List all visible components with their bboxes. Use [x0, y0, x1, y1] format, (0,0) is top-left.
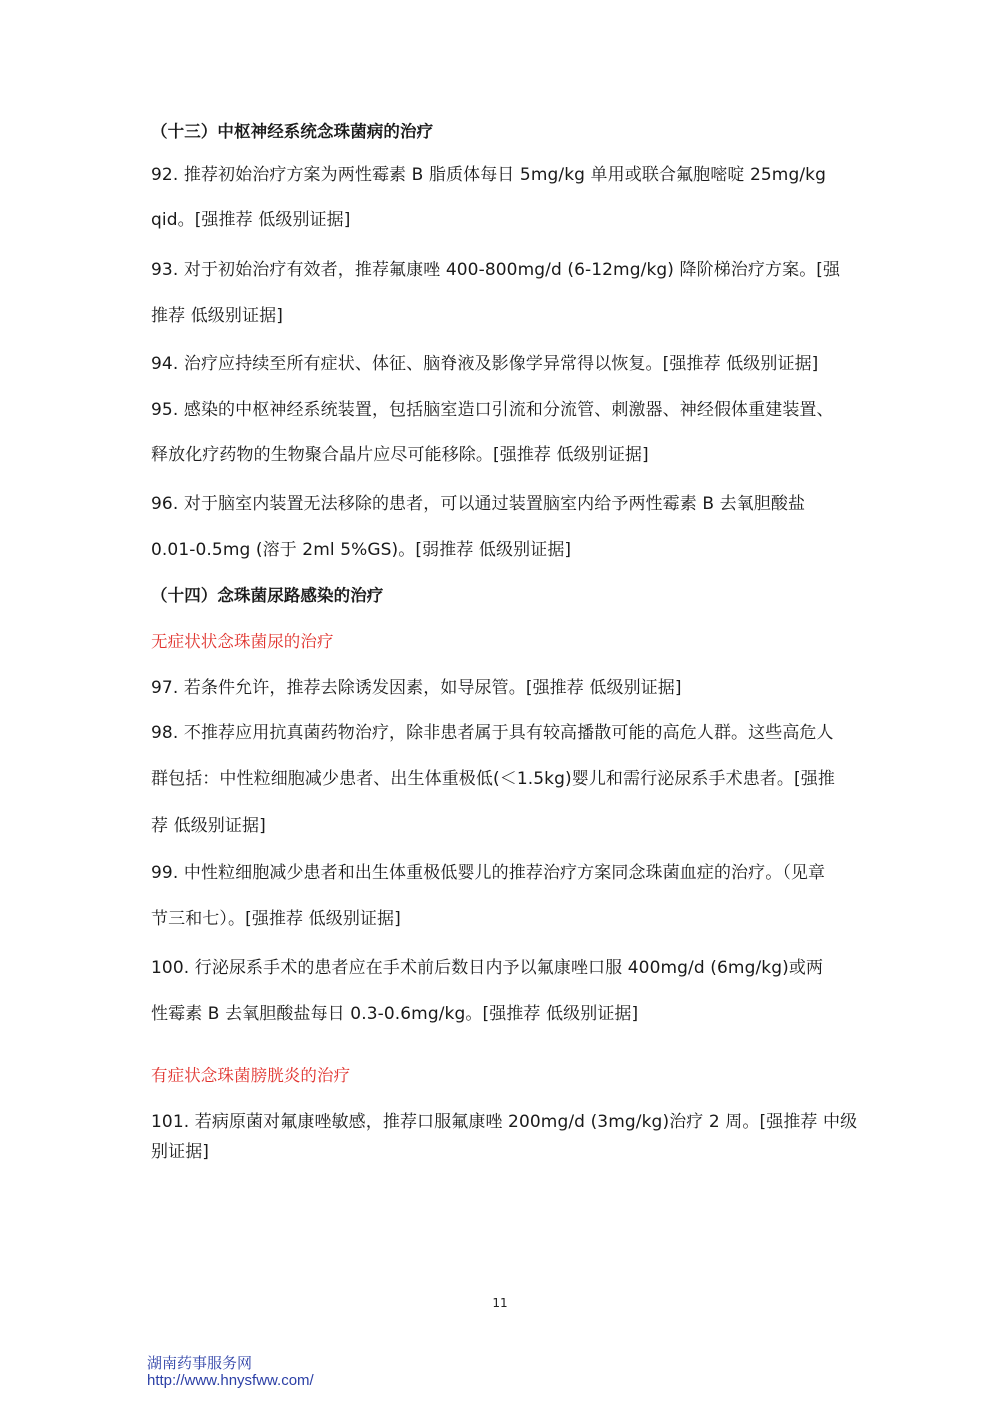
paragraph-92-line-2: qid。[强推荐 低级别证据] [151, 210, 351, 230]
paragraph-98-line-1: 98. 不推荐应用抗真菌药物治疗，除非患者属于具有较高播散可能的高危人群。这些高危人 [151, 723, 834, 743]
footer-site-name: 湖南药事服务网 [147, 1354, 253, 1372]
paragraph-95-line-2: 释放化疗药物的生物聚合晶片应尽可能移除。[强推荐 低级别证据] [151, 445, 649, 465]
paragraph-95-line-1: 95. 感染的中枢神经系统装置，包括脑室造口引流和分流管、刺激器、神经假体重建装置、 [151, 400, 834, 420]
paragraph-100-line-2: 性霉素 B 去氧胆酸盐每日 0.3-0.6mg/kg。[强推荐 低级别证据] [151, 1004, 639, 1024]
paragraph-96-line-1: 96. 对于脑室内装置无法移除的患者，可以通过装置脑室内给予两性霉素 B 去氧胆酸盐 [151, 494, 806, 514]
paragraph-93-line-1: 93. 对于初始治疗有效者，推荐氟康唑 400-800mg/d (6-12mg/kg) 降阶梯治疗方案。[强 [151, 260, 841, 280]
paragraph-97: 97. 若条件允许，推荐去除诱发因素，如导尿管。[强推荐 低级别证据] [151, 678, 682, 698]
paragraph-99-line-2: 节三和七）。[强推荐 低级别证据] [151, 909, 401, 929]
subsection-asymptomatic-title: 无症状状念珠菌尿的治疗 [151, 632, 334, 651]
paragraph-93-line-2: 推荐 低级别证据] [151, 306, 283, 326]
footer-url-link[interactable]: http://www.hnysfww.com/ [147, 1372, 314, 1389]
paragraph-98-line-2: 群包括：中性粒细胞减少患者、出生体重极低(＜1.5kg)婴儿和需行泌尿系手术患者。[强推 [151, 769, 835, 789]
paragraph-100-line-1: 100. 行泌尿系手术的患者应在手术前后数日内予以氟康唑口服 400mg/d (6mg/kg)或两 [151, 958, 824, 978]
paragraph-101-line-2: 别证据] [151, 1142, 210, 1162]
subsection-symptomatic-title: 有症状念珠菌膀胱炎的治疗 [151, 1066, 351, 1085]
section-14-heading: （十四）念珠菌尿路感染的治疗 [151, 586, 384, 605]
paragraph-98-line-3: 荐 低级别证据] [151, 816, 266, 836]
paragraph-92-line-1: 92. 推荐初始治疗方案为两性霉素 B 脂质体每日 5mg/kg 单用或联合氟胞嘧啶 25mg/kg [151, 165, 826, 185]
page-number: 11 [492, 1296, 508, 1310]
paragraph-99-line-1: 99. 中性粒细胞减少患者和出生体重极低婴儿的推荐治疗方案同念珠菌血症的治疗。（见章 [151, 863, 826, 883]
paragraph-96-line-2: 0.01-0.5mg (溶于 2ml 5%GS)。[弱推荐 低级别证据] [151, 540, 572, 560]
section-13-heading: （十三）中枢神经系统念珠菌病的治疗 [151, 122, 434, 141]
paragraph-101-line-1: 101. 若病原菌对氟康唑敏感，推荐口服氟康唑 200mg/d (3mg/kg)治疗 2 周。[强推荐 中级 [151, 1112, 858, 1132]
paragraph-94: 94. 治疗应持续至所有症状、体征、脑脊液及影像学异常得以恢复。[强推荐 低级别证据] [151, 354, 819, 374]
